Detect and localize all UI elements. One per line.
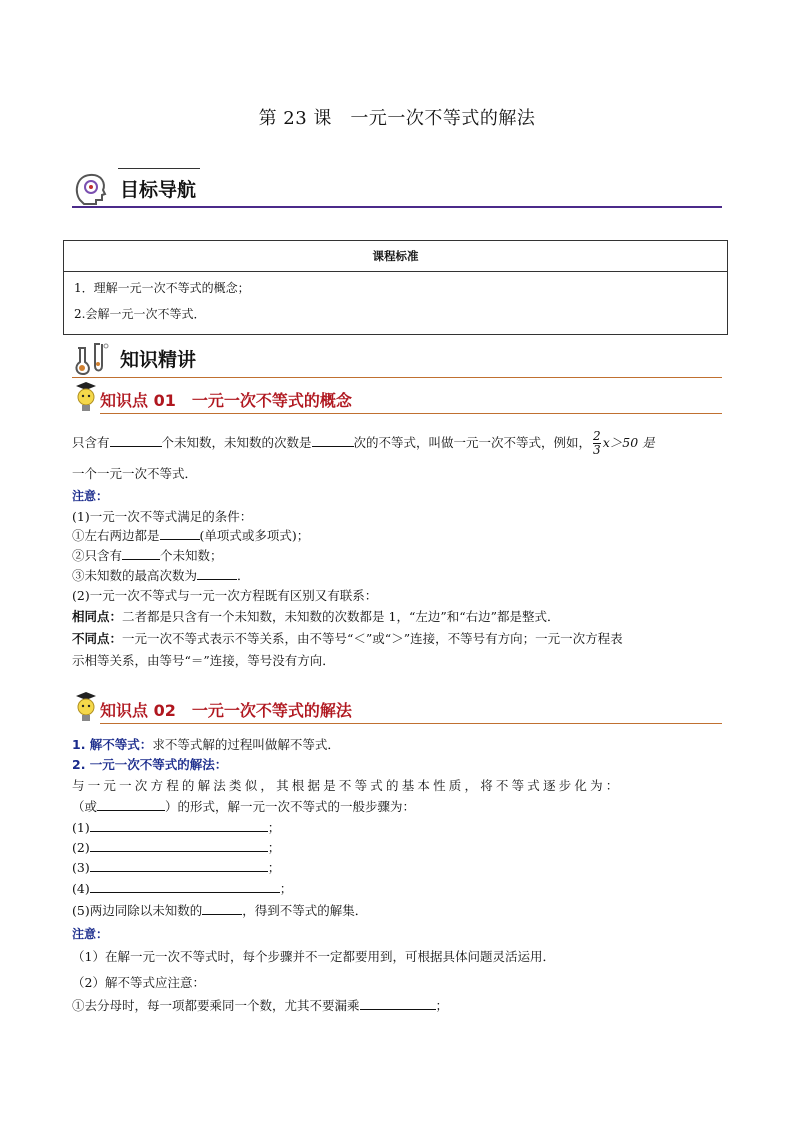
knowledge-point-2-rule (100, 723, 722, 724)
course-standard-table (63, 240, 728, 335)
kp2-method-line-2 (72, 797, 415, 815)
section-knowledge-header (72, 338, 722, 378)
kp2-note-label: 注意： (72, 927, 109, 941)
fill-blank (160, 527, 200, 540)
kp1-note-1: (1)一元一次不等式满足的条件： (72, 509, 253, 524)
inequality-example: x＞50 是 (602, 435, 655, 450)
section-topline (118, 168, 200, 169)
kp1-note-label: 注意： (72, 489, 109, 503)
course-standard-row-1: 1．理解一元一次不等式的概念； (74, 281, 250, 295)
fill-blank (97, 798, 165, 811)
kp1-note-5: (2)一元一次不等式与一元一次方程既有区别又有联系： (72, 588, 378, 603)
fill-blank (90, 859, 268, 872)
text: ③未知数的最高次数为 (72, 568, 198, 583)
knowledge-point-1-rule (100, 413, 722, 414)
kp2-step-2-label: 2. 一元一次不等式的解法： (72, 757, 228, 772)
kp2-step-1-def (72, 735, 340, 753)
kp2-step-4 (72, 879, 292, 897)
text: ； (267, 860, 281, 875)
text: ②只含有 (72, 548, 123, 563)
knowledge-point-1-title: 知识点 01 一元一次不等式的概念 (100, 391, 352, 410)
text: ①左右两边都是 (72, 528, 160, 543)
text: 二者都是只含有一个未知数，未知数的次数都是 1，“左边”和“右边”都是整式． (122, 609, 560, 624)
kp1-note-2 (72, 526, 309, 544)
section-knowledge-label: 知识精讲 (120, 349, 197, 371)
fill-blank (90, 880, 280, 893)
text: (1) (72, 820, 90, 835)
text: ）的形式，解一元一次不等式的一般步骤为： (165, 799, 416, 814)
kp2-step-5 (72, 901, 367, 919)
fill-blank (197, 567, 237, 580)
kp2-note-3 (72, 996, 448, 1014)
text: ； (267, 820, 281, 835)
kp2-note-2: （2）解不等式应注意： (72, 975, 205, 990)
knowledge-point-2-title: 知识点 02 一元一次不等式的解法 (100, 701, 352, 720)
head-brain-icon (72, 170, 112, 206)
text: 只含有 (72, 435, 110, 450)
kp1-definition-line-2: 一个一元一次不等式． (72, 466, 198, 481)
text: (3) (72, 860, 90, 875)
fill-blank (90, 839, 268, 852)
knowledge-point-1-header (72, 380, 722, 420)
fill-blank (312, 434, 354, 447)
diff-point-label: 不同点： (72, 631, 123, 646)
text: ． (237, 568, 250, 583)
text: (单项式或多项式)； (199, 528, 310, 543)
kp2-method-line-1: 与一元一次方程的解法类似，其根据是不等式的基本性质，将不等式逐步化为： (72, 778, 622, 793)
fill-blank (110, 434, 162, 447)
text: 一元一次不等式表示不等关系，由不等号“＜”或“＞”连接，不等号有方向；一元一次方程表 (122, 631, 623, 646)
page-title: 第 23 课 一元一次不等式的解法 (258, 108, 536, 129)
text: ①去分母时，每一项都要乘同一个数，尤其不要漏乘 (72, 998, 360, 1013)
doctor-bulb-icon (72, 380, 98, 414)
kp1-diff-point-cont: 示相等关系，由等号“＝”连接，等号没有方向． (72, 653, 335, 668)
text: ，得到不等式的解集． (242, 903, 368, 918)
doctor-bulb-icon (72, 690, 98, 724)
text: ； (267, 840, 281, 855)
text: 个未知数，未知数的次数是 (161, 435, 312, 450)
text: (5)两边同除以未知数的 (72, 903, 203, 918)
course-standard-row-2: 2.会解一元一次不等式． (74, 307, 206, 321)
kp1-same-point (72, 607, 560, 625)
knowledge-point-2-header (72, 690, 722, 730)
kp1-diff-point (72, 629, 623, 647)
kp2-note-1: （1）在解一元一次不等式时，每个步骤并不一定都要用到，可根据具体问题灵活运用． (72, 949, 555, 964)
text: (4) (72, 881, 90, 896)
text: ； (435, 998, 449, 1013)
section-goal-rule (72, 206, 722, 208)
fraction-numerator: 2 (593, 429, 601, 443)
section-goal-header (72, 168, 722, 208)
flask-icon (72, 340, 112, 376)
kp1-note-4 (72, 566, 250, 584)
course-standard-header: 课程标准 (64, 241, 727, 272)
fill-blank (360, 997, 436, 1010)
kp2-step-1 (72, 818, 280, 836)
fill-blank (202, 902, 242, 915)
kp2-step-2 (72, 838, 280, 856)
fill-blank (90, 819, 268, 832)
text: 个未知数； (160, 548, 223, 563)
section-knowledge-rule (72, 377, 722, 378)
kp1-definition-line-1 (72, 430, 655, 457)
fill-blank (122, 547, 160, 560)
text: 1. 解不等式： (72, 737, 153, 752)
text: ； (279, 881, 293, 896)
kp1-note-3 (72, 546, 223, 564)
text: (2) (72, 840, 90, 855)
text: 次的不等式，叫做一元一次不等式，例如， (353, 435, 592, 450)
section-goal-label: 目标导航 (120, 179, 197, 201)
same-point-label: 相同点： (72, 609, 123, 624)
text: 求不等式解的过程叫做解不等式． (152, 737, 340, 752)
kp2-step-3 (72, 858, 280, 876)
text: （或 (72, 799, 98, 814)
fraction (593, 430, 601, 457)
fraction-denominator: 3 (593, 443, 601, 457)
